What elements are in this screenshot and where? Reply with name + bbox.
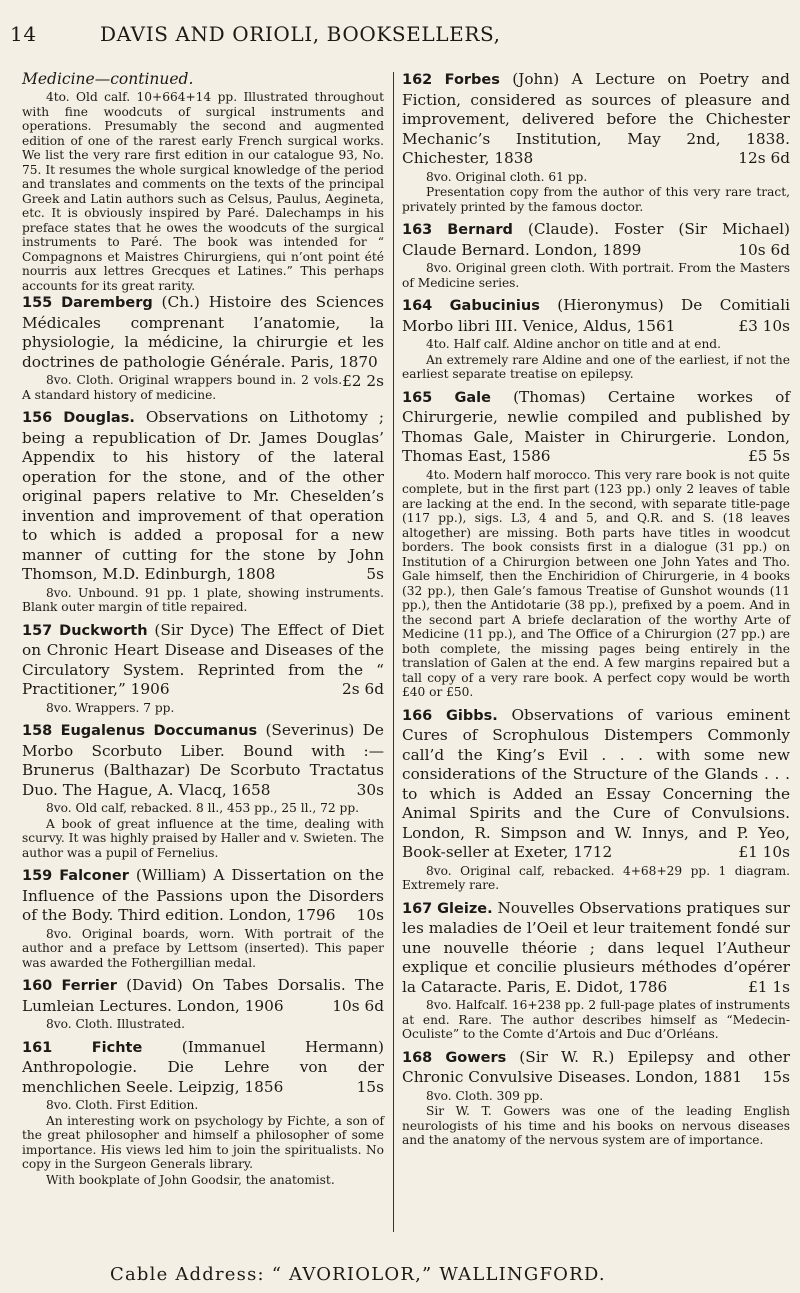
- entry-title: Observations of various eminent Cures of Scrophulous Distempers Commonly call’d the King’s Evil . . . with some new considerations of the Structure of the Glands . . . to which is Added an Essay Concerning the Animal Spirits and the Cure of Convulsions. London, R. Simpson and W. Innys, and P. Yeo, Book-seller at Exeter, 1712: [402, 705, 790, 861]
- entry-heading: [22, 408, 384, 585]
- entry-description: 8vo. Original calf, rebacked. 4+68+29 pp. 1 diagram. Extremely rare.: [402, 863, 790, 892]
- entry-price: 10s 6d: [738, 240, 790, 259]
- entry-heading: [402, 899, 790, 998]
- entry-author: Gowers: [445, 1049, 507, 1066]
- entry-heading: [22, 621, 384, 700]
- page-header: [10, 22, 790, 48]
- entry-price: £1 10s: [738, 843, 790, 861]
- entry-title: (Severinus) De Morbo Scorbuto Liber. Bound with :— Brunerus (Balthazar) De Scorbuto Tractatus Duo. The Hague, A. Vlacq, 1658: [22, 721, 384, 799]
- catalogue-entry-161: [22, 1038, 384, 1188]
- entry-author: Gabucinius: [449, 298, 540, 314]
- entry-number: 167: [402, 900, 433, 917]
- entry-price: 10s 6d: [332, 996, 384, 1015]
- entry-heading: [402, 706, 790, 863]
- entry-price: £5 5s: [748, 447, 790, 465]
- entry-author: Douglas.: [63, 410, 135, 426]
- cable-address-footer: Cable Address: “ AVORIOLOR,” WALLINGFORD.: [110, 1264, 606, 1285]
- entry-description: 8vo. Cloth. 309 pp.: [426, 1088, 544, 1103]
- entry-heading: [22, 976, 384, 1016]
- catalogue-entry-155: [22, 293, 384, 402]
- catalogue-entry-157: [22, 621, 384, 716]
- running-title: DAVIS AND ORIOLI, BOOKSELLERS,: [100, 22, 501, 46]
- entry-heading: [402, 388, 790, 467]
- entry-description: 8vo. Unbound. 91 pp. 1 plate, showing instruments. Blank outer margin of title repaired.: [22, 585, 384, 614]
- entry-price: 15s: [356, 1077, 384, 1096]
- entry-author: Duckworth: [59, 622, 148, 639]
- entry-author: Gleize.: [437, 900, 493, 917]
- entry-author: Daremberg: [61, 295, 153, 311]
- entry-price: 10s: [356, 906, 384, 924]
- entry-author: Gale: [454, 389, 491, 406]
- entry-title: (Claude). Foster (Sir Michael) Claude Bernard. London, 1899: [402, 220, 790, 259]
- column-divider: [393, 72, 394, 1232]
- continued-heading: Medicine—continued.: [22, 70, 194, 88]
- entry-description: 8vo. Cloth. First Edition.: [46, 1098, 199, 1112]
- entry-heading: [22, 721, 384, 800]
- entry-number: 162: [402, 72, 433, 88]
- entry-price: 5s: [366, 565, 384, 583]
- entry-number: 160: [22, 978, 53, 994]
- entry-price: 30s: [356, 780, 384, 799]
- entry-number: 155: [22, 295, 53, 311]
- catalogue-entry-158: [22, 721, 384, 860]
- entry-description: 4to. Modern half morocco. This very rare book is not quite complete, but in the first part (123 pp.) only 2 leaves of table are lacking at the end. In the second, with separate title-page (117 pp.), sigs. L3, 4 and 5, and Q.R. and S. (18 leaves altogether) are missing. Both parts have titles in woodcut borders. The book consists first in a dialogue (31 pp.) on Institution of a Chirurgion between one John Yates and Tho. Gale himself, then the Enchiridion of Chirurgerie, in 4 books (32 pp.), then Gale’s famous Treatise of Gunshot wounds (11 pp.), then the Antidotarie (38 pp.), prefixed by a poem. And in the second part A briefe declaration of the worthy Arte of Medicine (11 pp.), and The Office of a Chirurgion (27 pp.) are both complete, the missing pages being entirely in the translation of Galen at the end. A few margins repaired but a tall copy of a very rare book. A perfect copy would be worth £40 or £50.: [402, 467, 790, 699]
- entry-price: £3 10s: [738, 316, 790, 335]
- entry-author: Forbes: [444, 72, 500, 88]
- entry-author: Fichte: [91, 1039, 143, 1056]
- entry-author: Bernard: [447, 222, 513, 238]
- entry-note: Sir W. T. Gowers was one of the leading English neurologists of his time and his books on nervous diseases and the anatomy of the nervous system are of importance.: [402, 1104, 790, 1147]
- entry-number: 161: [22, 1039, 53, 1056]
- entry-note: An extremely rare Aldine and one of the earliest, if not the earliest separate treatise on epilepsy.: [402, 352, 790, 381]
- entry-note: A book of great influence at the time, dealing with scurvy. It was highly praised by Haller and v. Swieten. The author was a pupil of Fernelius.: [22, 816, 384, 860]
- entry-title: (William) A Dissertation on the Influence of the Passions upon the Disorders of the Body. Third edition. London, 1796: [22, 866, 384, 924]
- entry-author: Ferrier: [61, 978, 117, 994]
- entry-title: (Thomas) Certaine workes of Chirurgerie, newlie compiled and published by Thomas Gale, Maister in Chirurgerie. London, Thomas East, 1586: [402, 387, 790, 465]
- right-column: [402, 70, 790, 1154]
- entry-number: 157: [22, 622, 53, 639]
- entry-description: 8vo. Halfcalf. 16+238 pp. 2 full-page plates of instruments at end. Rare. The author describes himself as “Medecin-Oculiste” to the Comte d’Artois and Duc d’Orléans.: [402, 998, 790, 1041]
- entry-number: 165: [402, 389, 433, 406]
- entry-heading: [402, 1048, 790, 1088]
- entry-number: 158: [22, 723, 53, 739]
- entry-note: Presentation copy from the author of this very rare tract, privately printed by the famous doctor.: [402, 185, 790, 214]
- entry-title: (John) A Lecture on Poetry and Fiction, considered as sources of pleasure and improvement, delivered before the Chichester Mechanic’s Institution, May 2nd, 1838. Chichester, 1838: [402, 70, 790, 167]
- entry-price: 12s 6d: [738, 149, 790, 167]
- catalogue-entry-159: [22, 866, 384, 970]
- entry-number: 166: [402, 707, 433, 724]
- entry-description: 8vo. Cloth. Original wrappers bound in. 2 vols. A standard history of medicine.: [22, 373, 343, 402]
- entry-price: 15s: [762, 1068, 790, 1086]
- entry-price: £1 1s: [748, 977, 790, 996]
- catalogue-entry-160: [22, 976, 384, 1032]
- catalogue-entry-166: [402, 706, 790, 893]
- entry-price: 2s 6d: [342, 680, 384, 698]
- entry-description: 8vo. Wrappers. 7 pp.: [46, 700, 175, 715]
- entry-number: 164: [402, 298, 433, 314]
- entry-description: 8vo. Original green cloth. With portrait. From the Masters of Medicine series.: [402, 261, 790, 290]
- entry-heading: [402, 70, 790, 169]
- entry-provenance: With bookplate of John Goodsir, the anatomist.: [46, 1172, 335, 1187]
- entry-heading: [402, 220, 790, 260]
- entry-author: Gibbs.: [446, 707, 498, 724]
- entry-title: (Sir W. R.) Epilepsy and other Chronic Convulsive Diseases. London, 1881: [402, 1047, 790, 1086]
- entry-note: An interesting work on psychology by Fichte, a son of the great philosopher and himself a philosopher of some importance. His views led him to join the spiritualists. No copy in the Surgeon Generals library.: [22, 1113, 384, 1171]
- entry-author: Eugalenus Doccumanus: [60, 723, 258, 739]
- entry-heading: [22, 866, 384, 926]
- entry-title: Nouvelles Observations pratiques sur les maladies de l’Oeil et leur traitement fondé sur une nouvelle théorie ; dans lequel l’Autheur explique et concilie plusieurs méthodes d’opérer la Cataracte. Paris, E. Didot, 1786: [402, 898, 790, 996]
- entry-title: (Hieronymus) De Comitiali Morbo libri III. Venice, Aldus, 1561: [402, 296, 790, 335]
- entry-number: 159: [22, 868, 53, 884]
- catalogue-entry-167: [402, 899, 790, 1042]
- entry-description: 4to. Half calf. Aldine anchor on title and at end.: [426, 337, 721, 351]
- continued-description: 4to. Old calf. 10+664+14 pp. Illustrated throughout with fine woodcuts of surgical instruments and operations. Presumably the second and augmented edition of one of the rarest early French surgical works. We list the very rare first edition in our catalogue 93, No. 75. It resumes the whole surgical knowledge of the period and translates and comments on the texts of the principal Greek and Latin authors such as Celsus, Paulus, Aegineta, etc. It is obviously inspired by Paré. Dalechamps in his preface states that he owes the woodcuts of the surgical instruments to Paré. The book was intended for “ Compagnons et Maistres Chirurgiens, qui n’ont point été nourris aux lettres Grecques et Latines.” This perhaps accounts for its great rarity.: [22, 90, 384, 293]
- page-number: 14: [10, 22, 37, 46]
- entry-description: 8vo. Original cloth. 61 pp.: [426, 169, 588, 184]
- entry-description: 8vo. Original boards, worn. With portrait of the author and a preface by Lettsom (inserted). This paper was awarded the Fothergillian medal.: [22, 926, 384, 970]
- entry-number: 168: [402, 1049, 433, 1066]
- entry-title: (Sir Dyce) The Effect of Diet on Chronic Heart Disease and Diseases of the Circulatory System. Reprinted from the “ Practitioner,” 1906: [22, 620, 384, 698]
- entry-description: 8vo. Cloth. Illustrated.: [46, 1017, 186, 1031]
- catalogue-entry-163: [402, 220, 790, 290]
- catalogue-entry-168: [402, 1048, 790, 1148]
- entry-heading: [22, 1038, 384, 1098]
- catalogue-entry-162: [402, 70, 790, 214]
- entry-title: (David) On Tabes Dorsalis. The Lumleian Lectures. London, 1906: [22, 976, 384, 1015]
- entry-author: Falconer: [59, 868, 129, 884]
- catalogue-entry-165: [402, 388, 790, 700]
- left-column: [22, 70, 384, 1193]
- entry-heading: [402, 296, 790, 336]
- entry-title: (Immanuel Hermann) Anthropologie. Die Lehre von der menchlichen Seele. Leipzig, 1856: [22, 1037, 384, 1096]
- entry-description: 8vo. Old calf, rebacked. 8 ll., 453 pp., 25 ll., 72 pp.: [46, 801, 360, 815]
- catalogue-entry-156: [22, 408, 384, 615]
- entry-title: (Ch.) Histoire des Sciences Médicales comprenant l’anatomie, la physiologie, la médicine, la chirurgie et les doctrines de pathologie Générale. Paris, 1870: [22, 293, 384, 371]
- entry-number: 156: [22, 410, 53, 426]
- entry-number: 163: [402, 222, 433, 238]
- catalogue-entry-164: [402, 296, 790, 382]
- entry-price: £2 2s: [342, 372, 384, 390]
- entry-title: Observations on Lithotomy ; being a republication of Dr. James Douglas’ Appendix to his history of the lateral operation for the stone, and of the other original papers relative to Mr. Cheselden’s invention and improvement of that operation to which is added a proposal for a new manner of cutting for the stone by John Thomson, M.D. Edinburgh, 1808: [22, 408, 384, 583]
